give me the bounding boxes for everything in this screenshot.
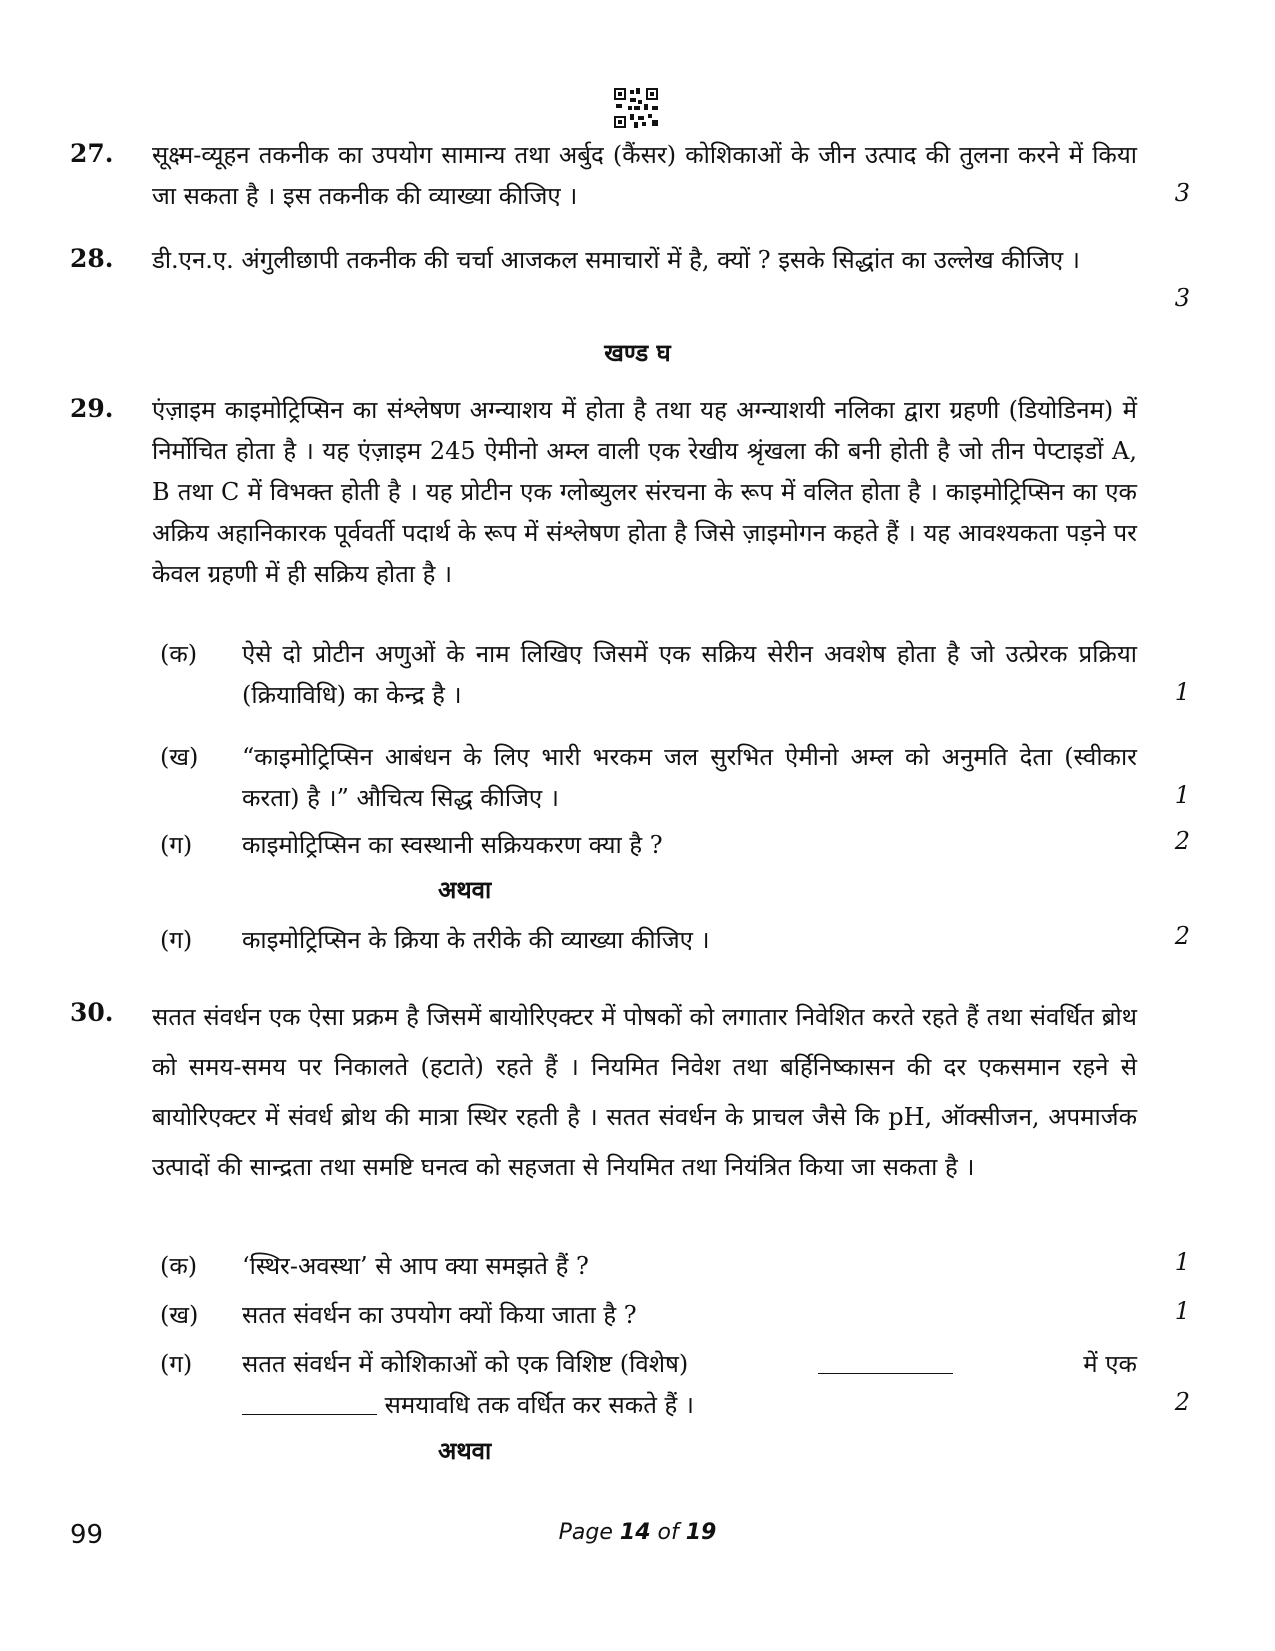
- part-label: (ख): [160, 743, 199, 771]
- page-current: 14: [619, 1520, 651, 1545]
- part-text: [242, 1344, 1137, 1426]
- part-text-b: में एक: [1083, 1350, 1137, 1378]
- part-text: “काइमोट्रिप्सिन आबंधन के लिए भारी भरकम जल सुरभित ऐमीनो अम्ल को अनुमति देता (स्वीकार करता) है ।” औचित्य सिद्ध कीजिए ।: [242, 743, 1137, 812]
- part-text: काइमोट्रिप्सिन का स्वस्थानी सक्रियकरण क्या है ?: [242, 831, 663, 859]
- part-label: (ग): [160, 831, 193, 859]
- part-label: (ग): [160, 1350, 193, 1378]
- question-text: सतत संवर्धन एक ऐसा प्रक्रम है जिसमें बायोरिएक्टर में पोषकों को लगातार निवेशित करते रहते हैं तथा संवर्धित ब्रोथ को समय-समय पर निकालते (हटाते) रहते हैं । नियमित निवेश तथा बर्हिनिष्कासन की दर एकसमान रहने से बायोरिएक्टर में संवर्ध ब्रोथ की मात्रा स्थिर रहती है । सतत संवर्धन के प्राचल जैसे कि pH, ऑक्सीजन, अपमार्जक उत्पादों की सान्द्रता तथा समष्टि घनत्व को सहजता से नियमित तथा नियंत्रित किया जा सकता है ।: [152, 1003, 1137, 1181]
- fill-blank-2: [242, 1413, 377, 1415]
- section-heading: खण्ड घ: [604, 338, 671, 367]
- question-number: 27.: [70, 139, 114, 168]
- part-label: (क): [160, 640, 198, 668]
- part-text: काइमोट्रिप्सिन के क्रिया के तरीके की व्याख्या कीजिए ।: [242, 926, 710, 954]
- marks: 3: [1174, 179, 1190, 207]
- marks: 2: [1174, 922, 1190, 950]
- part-text: सतत संवर्धन का उपयोग क्यों किया जाता है ?: [242, 1301, 637, 1329]
- paper-code: 99: [70, 1520, 104, 1550]
- part-label: (क): [160, 1252, 198, 1280]
- or-label: अथवा: [438, 875, 492, 904]
- question-number: 30.: [70, 998, 114, 1027]
- page-of: of: [657, 1520, 679, 1545]
- or-label: अथवा: [438, 1436, 492, 1465]
- part-text-c: समयावधि तक वर्धित कर सकते हैं ।: [384, 1391, 694, 1419]
- page-number: [0, 1520, 1275, 1545]
- question-number: 28.: [70, 244, 114, 273]
- question-text: सूक्ष्म-व्यूहन तकनीक का उपयोग सामान्य तथा अर्बुद (कैंसर) कोशिकाओं के जीन उत्पाद की तुलना करने में किया जा सकता है । इस तकनीक की व्याख्या कीजिए ।: [152, 141, 1137, 210]
- part-label: (ख): [160, 1301, 199, 1329]
- question-text: एंज़ाइम काइमोट्रिप्सिन का संश्लेषण अग्न्याशय में होता है तथा यह अग्न्याशयी नलिका द्वारा ग्रहणी (डियोडिनम) में निर्मोचित होता है । यह एंज़ाइम 245 ऐमीनो अम्ल वाली एक रेखीय श्रृंखला की बनी होती है जो तीन पेप्टाइडों A, B तथा C में विभक्त होती है । यह प्रोटीन एक ग्लोब्युलर संरचना के रूप में वलित होता है । काइमोट्रिप्सिन का एक अक्रिय अहानिकारक पूर्ववर्ती पदार्थ के रूप में संश्लेषण होता है जिसे ज़ाइमोगन कहते हैं । यह आवश्यकता पड़ने पर केवल ग्रहणी में ही सक्रिय होता है ।: [152, 396, 1137, 588]
- page-prefix: Page: [558, 1520, 613, 1545]
- qr-code: [614, 88, 658, 128]
- marks: 1: [1174, 678, 1190, 706]
- part-label: (ग): [160, 926, 193, 954]
- marks: 1: [1174, 1248, 1190, 1276]
- part-text: ऐसे दो प्रोटीन अणुओं के नाम लिखिए जिसमें एक सक्रिय सेरीन अवशेष होता है जो उत्प्रेरक प्रक्रिया (क्रियाविधि) का केन्द्र है ।: [242, 640, 1137, 709]
- question-number: 29.: [70, 394, 114, 423]
- part-text-a: सतत संवर्धन में कोशिकाओं को एक विशिष्ट (विशेष): [242, 1350, 689, 1378]
- fill-blank-1: [818, 1372, 953, 1374]
- question-text: डी.एन.ए. अंगुलीछापी तकनीक की चर्चा आजकल समाचारों में है, क्यों ? इसके सिद्धांत का उल्लेख कीजिए ।: [152, 246, 1080, 274]
- marks: 1: [1174, 781, 1190, 809]
- marks: 2: [1174, 827, 1190, 855]
- marks: 3: [1174, 284, 1190, 312]
- part-text: ‘स्थिर-अवस्था’ से आप क्या समझते हैं ?: [242, 1252, 589, 1280]
- marks: 1: [1174, 1297, 1190, 1325]
- page-total: 19: [685, 1520, 717, 1545]
- marks: 2: [1174, 1388, 1190, 1416]
